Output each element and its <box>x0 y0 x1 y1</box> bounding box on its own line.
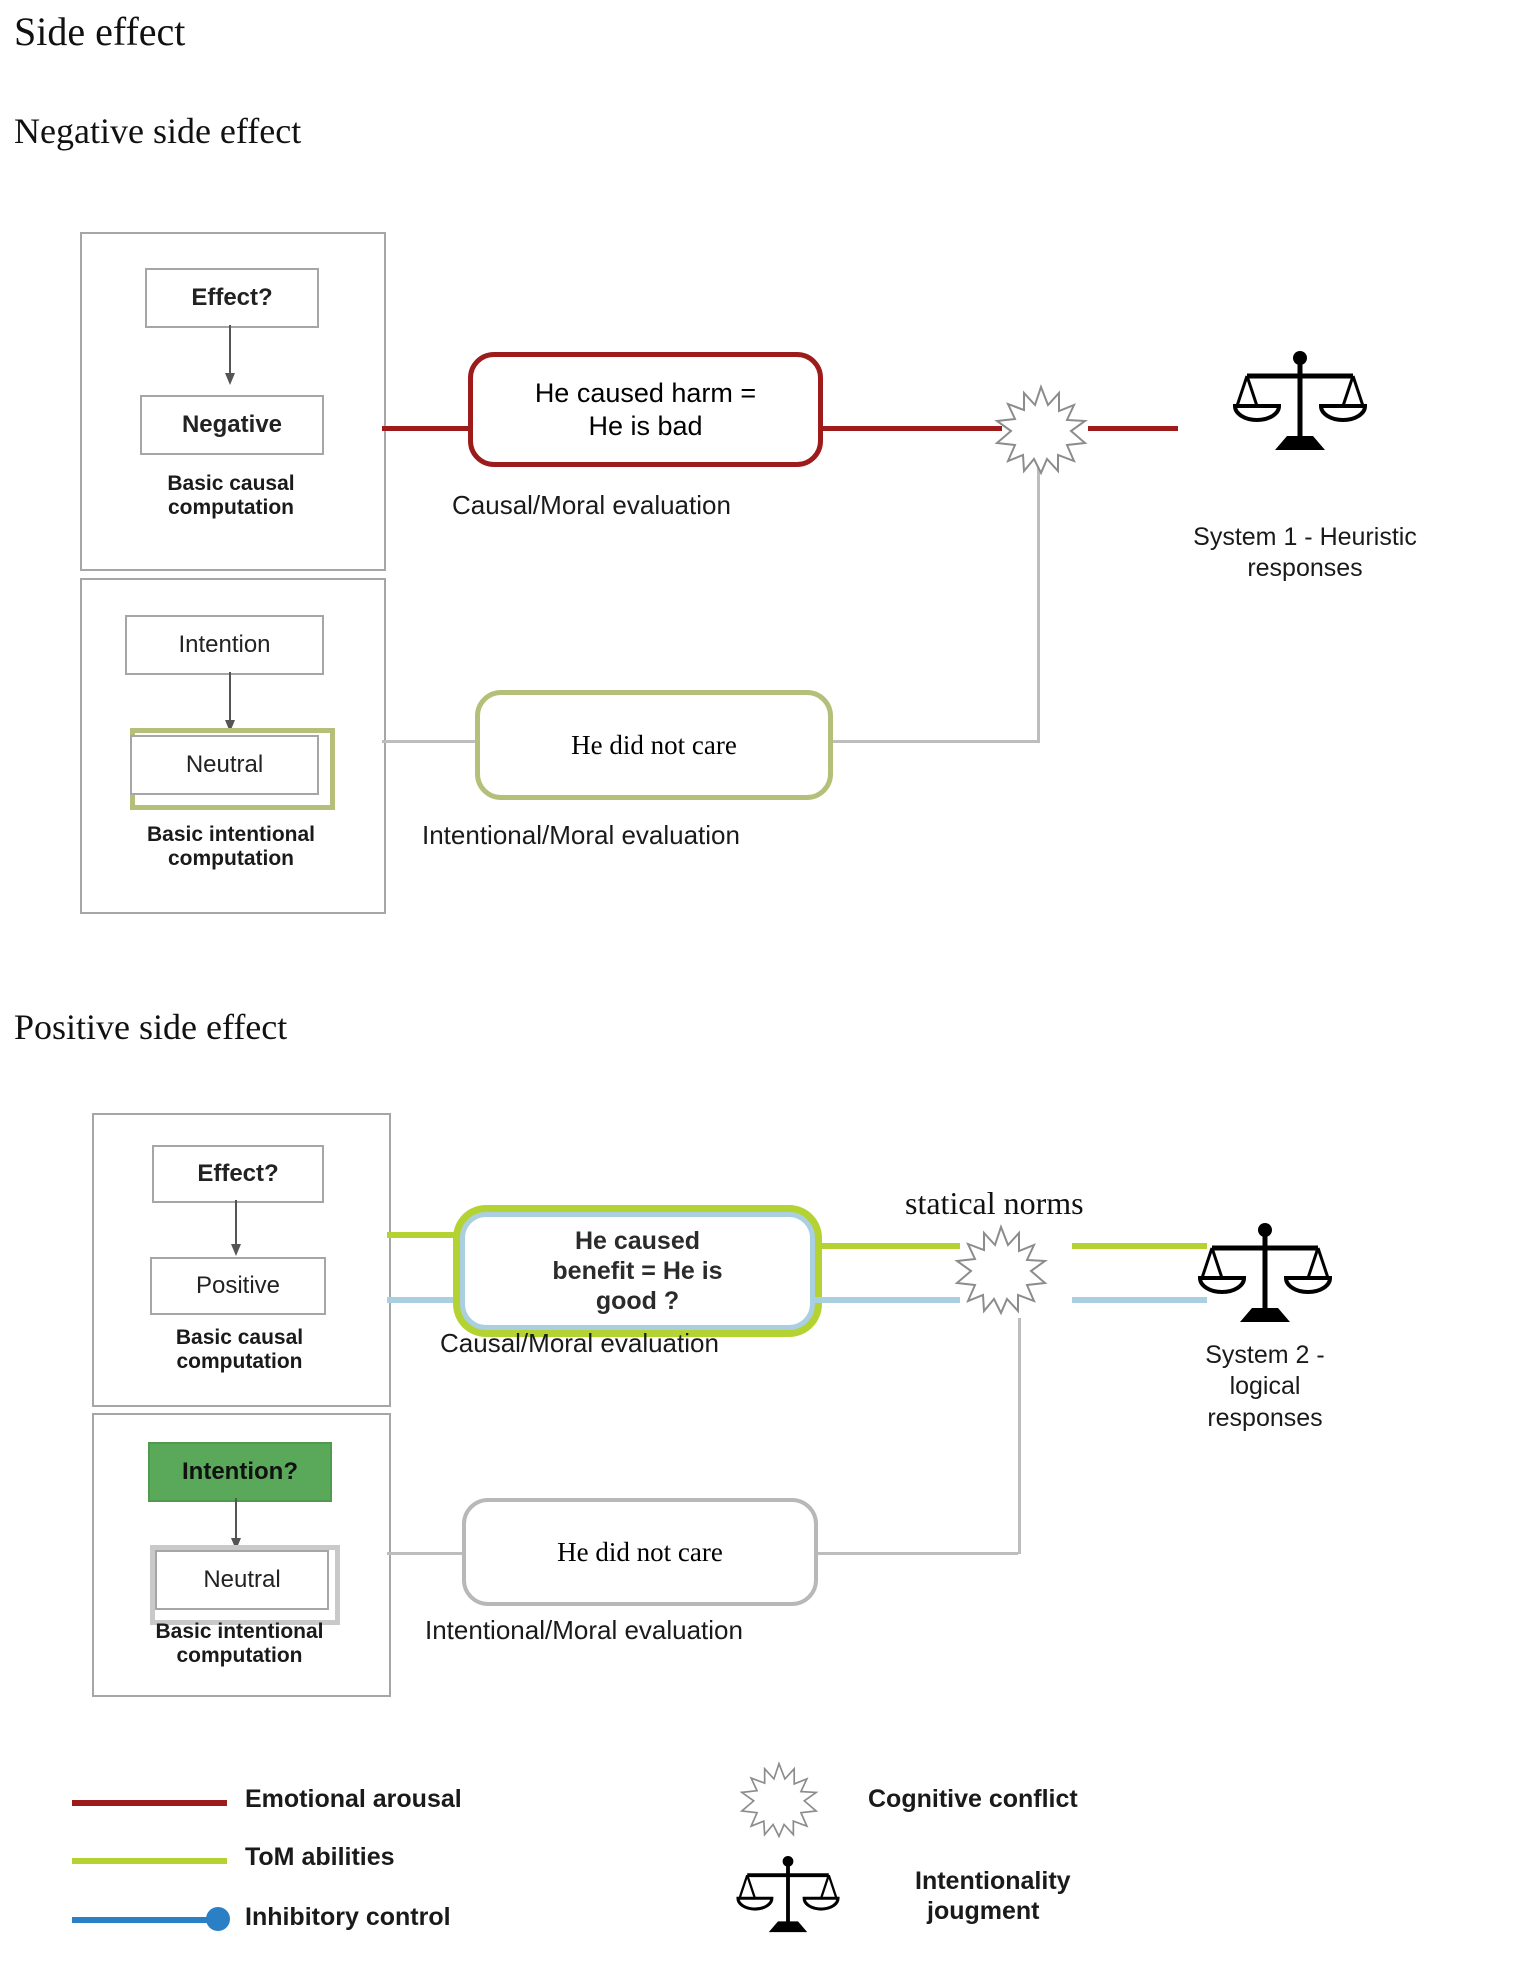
positive-green-line-left <box>387 1232 462 1238</box>
positive-causal-pill <box>460 1212 815 1330</box>
positive-grey-line-right <box>808 1552 1018 1555</box>
negative-grey-line-left <box>382 740 477 743</box>
positive-causal-pill-line3: good ? <box>595 1287 680 1315</box>
positive-causal-caption <box>92 1326 387 1374</box>
positive-neutral-node <box>155 1550 329 1610</box>
negative-negative-node <box>140 395 324 455</box>
positive-blue-line-mid <box>815 1297 960 1303</box>
positive-intentional-caption-line2: computation <box>176 1644 303 1668</box>
negative-intentional-caption <box>80 823 382 871</box>
negative-effect-node-label: Effect? <box>191 284 273 311</box>
positive-neutral-node-label: Neutral <box>203 1566 281 1593</box>
positive-cognitive-conflict-starburst-icon <box>955 1225 1047 1315</box>
negative-causal-caption-line1: Basic causal <box>167 472 295 495</box>
page-title: Side effect <box>14 9 186 54</box>
negative-intentional-eval-label: Intentional/Moral evaluation <box>422 820 740 850</box>
positive-causal-caption-line1: Basic causal <box>175 1326 304 1349</box>
legend-emotional-arousal-swatch <box>72 1800 227 1806</box>
positive-green-line-right <box>1072 1243 1207 1249</box>
legend-intentionality-label-line2: jougment <box>927 1897 1040 1925</box>
negative-causal-caption <box>80 472 382 520</box>
positive-causal-pill-line1: He caused <box>574 1227 701 1255</box>
negative-system-label-line1: System 1 - Heuristic <box>1193 523 1417 551</box>
positive-system-label <box>1145 1340 1385 1434</box>
positive-green-line-mid <box>815 1243 960 1249</box>
positive-intention-node-label: Intention? <box>182 1458 298 1485</box>
positive-intentional-eval-label: Intentional/Moral evaluation <box>425 1615 743 1645</box>
positive-system-label-line2: logical <box>1229 1372 1301 1401</box>
positive-grey-line-left <box>387 1552 462 1555</box>
positive-effect-node-label: Effect? <box>197 1160 279 1187</box>
negative-causal-eval-label: Causal/Moral evaluation <box>452 490 731 520</box>
negative-intentional-caption-line2: computation <box>168 847 294 871</box>
positive-causal-arrow <box>228 1200 244 1258</box>
positive-intentional-arrow <box>228 1498 244 1552</box>
legend-intentionality-label-line1: Intentionality <box>915 1867 1071 1895</box>
negative-intentional-pill <box>475 690 833 800</box>
section-title-positive: Positive side effect <box>14 1007 288 1047</box>
negative-negative-node-label: Negative <box>181 411 283 438</box>
negative-grey-line-right <box>822 740 1037 743</box>
legend-intentionality-scales-icon <box>738 1855 838 1940</box>
legend-cognitive-conflict-starburst-icon <box>740 1762 818 1838</box>
legend-inhibitory-control-dot-icon <box>206 1907 230 1931</box>
positive-intentional-caption-line1: Basic intentional <box>155 1620 324 1643</box>
negative-causal-pill-line2: He is bad <box>588 410 703 441</box>
positive-causal-caption-line2: computation <box>176 1350 303 1374</box>
negative-causal-arrow <box>222 325 238 387</box>
negative-causal-caption-line2: computation <box>168 496 294 520</box>
negative-red-line-left <box>382 426 472 431</box>
negative-grey-line-vertical <box>1037 448 1040 743</box>
positive-blue-line-left <box>387 1297 462 1303</box>
negative-causal-pill <box>468 352 823 467</box>
legend-emotional-arousal-label: Emotional arousal <box>245 1785 462 1813</box>
positive-intentional-caption <box>92 1620 387 1668</box>
negative-red-line-right <box>1088 426 1178 431</box>
positive-grey-line-vertical <box>1018 1318 1021 1554</box>
negative-intentional-arrow <box>222 672 238 734</box>
positive-causal-eval-label: Causal/Moral evaluation <box>440 1328 719 1358</box>
section-title-negative: Negative side effect <box>14 111 302 151</box>
positive-blue-line-right <box>1072 1297 1207 1303</box>
positive-positive-node <box>150 1257 326 1315</box>
legend-inhibitory-control-label: Inhibitory control <box>245 1903 451 1931</box>
legend-intentionality-label <box>915 1866 1071 1926</box>
positive-intentional-pill <box>462 1498 818 1606</box>
positive-system-label-line3: responses <box>1207 1403 1323 1432</box>
positive-effect-node <box>152 1145 324 1203</box>
negative-causal-pill-line1: He caused harm = <box>534 378 757 409</box>
positive-intention-node <box>148 1442 332 1502</box>
legend-inhibitory-control-swatch <box>72 1917 217 1923</box>
positive-causal-pill-line2: benefit = He is <box>552 1257 723 1285</box>
negative-intention-node-label: Intention <box>178 631 271 658</box>
negative-system-label-line2: responses <box>1247 554 1363 583</box>
negative-neutral-node <box>130 735 319 795</box>
positive-system-label-line1: System 2 - <box>1205 1341 1325 1369</box>
positive-scales-icon <box>1200 1222 1330 1332</box>
statical-norms-label: statical norms <box>905 1185 1084 1221</box>
negative-cognitive-conflict-starburst-icon <box>995 385 1087 475</box>
negative-intentional-caption-line1: Basic intentional <box>146 823 316 846</box>
legend-tom-abilities-swatch <box>72 1858 227 1864</box>
positive-intentional-pill-label: He did not care <box>557 1536 723 1567</box>
negative-system-label <box>1155 522 1455 585</box>
negative-scales-icon <box>1235 350 1365 460</box>
negative-red-line-mid <box>812 426 1002 431</box>
legend-cognitive-conflict-label: Cognitive conflict <box>868 1785 1078 1813</box>
negative-neutral-node-label: Neutral <box>185 751 264 778</box>
negative-effect-node <box>145 268 319 328</box>
negative-intentional-pill-label: He did not care <box>571 729 737 760</box>
negative-intention-node <box>125 615 324 675</box>
positive-positive-node-label: Positive <box>195 1272 281 1299</box>
legend-tom-abilities-label: ToM abilities <box>245 1843 395 1871</box>
